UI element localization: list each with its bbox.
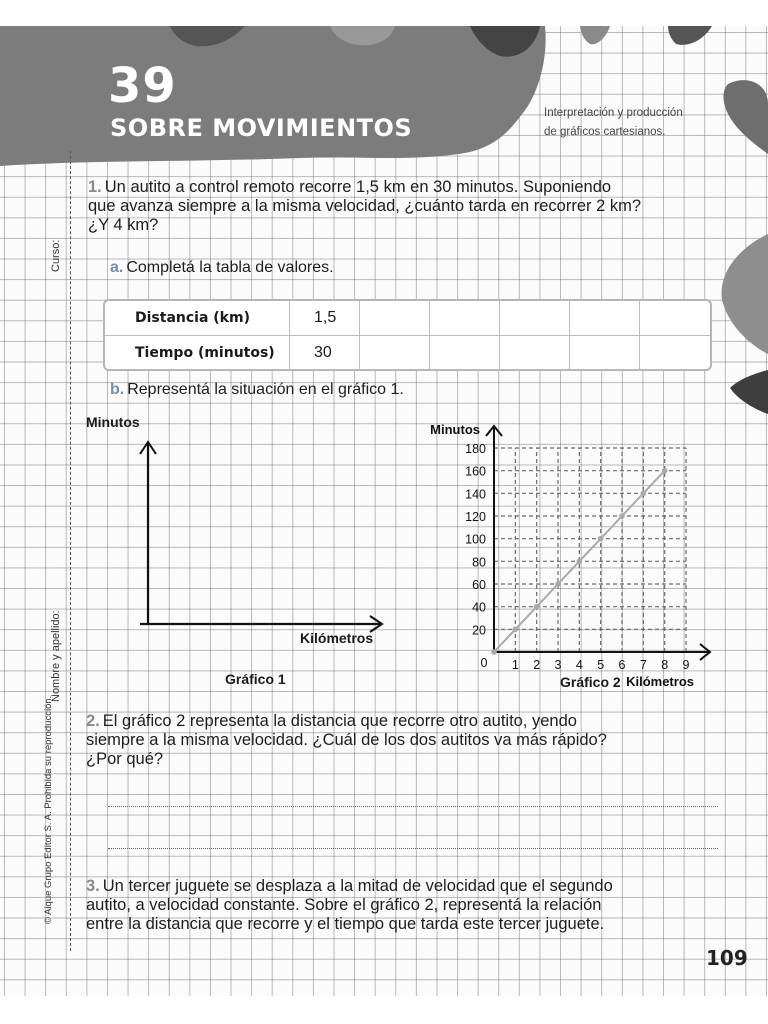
question-3-line-1: Un tercer juguete se desplaza a la mitad de velocidad que el segundo [102,877,613,895]
part-a [110,259,334,277]
page-number: 109 [706,946,748,970]
row-header-time: Tiempo (minutos) [105,336,290,370]
y-tick-label-60: 60 [472,578,486,592]
data-point-8 [662,468,668,474]
topic-line-1: Interpretación y producción [544,107,683,119]
time-cell-1: 30 [290,336,360,370]
graph1-axes[interactable] [130,434,390,644]
name-field-label: Nombre y apellido: [50,610,62,702]
question-2 [86,712,726,769]
copyright-notice: © Aique Grupo Editor S. A. Prohibida su reproducción. [43,695,54,924]
answer-line-1[interactable] [108,806,718,807]
question-3-number: 3. [86,877,100,895]
question-1-line-2: que avanza siempre a la misma velocidad, ¿cuánto tarda en recorrer 2 km? [88,197,642,215]
graph2-x-label: Kilómetros [626,674,694,689]
question-3-line-2: autito, a velocidad constante. Sobre el gráfico 2, representá la relación [86,896,602,914]
question-1-line-3: ¿Y 4 km? [88,216,159,234]
graph1-caption: Gráfico 1 [225,671,286,687]
y-tick-label-40: 40 [472,600,486,615]
lesson-title: SOBRE MOVIMIENTOS [110,114,413,142]
part-b-text: Representá la situación en el gráfico 1. [127,381,404,398]
time-cell-2[interactable] [360,336,430,370]
part-b-letter: b. [110,381,125,398]
data-point-3 [555,581,561,587]
time-cell-4[interactable] [500,336,570,370]
lesson-number: 39 [108,58,177,114]
x-tick-label-8: 8 [661,658,669,672]
row-header-distance: Distancia (km) [105,301,290,335]
x-tick-label-2: 2 [533,658,541,672]
question-2-line-3: ¿Por qué? [86,750,164,768]
x-tick-label-1: 1 [511,658,519,672]
origin-label: 0 [480,656,488,670]
question-1-line-1: Un autito a control remoto recorre 1,5 km en 30 minutos. Suponiendo [104,178,612,196]
x-tick-label-7: 7 [639,658,647,672]
graph2-y-label: Minutos [430,422,480,437]
data-point-4 [577,559,583,565]
distance-cell-3[interactable] [430,301,500,335]
question-1 [88,178,728,235]
question-3 [86,877,726,934]
course-field-label: Curso: [50,239,62,272]
time-cell-5[interactable] [570,336,640,370]
data-point-5 [598,536,604,542]
decorative-shape-top-right [718,74,768,154]
table-row-distance [105,301,710,335]
question-3-line-3: entre la distancia que recorre y el tiempo que tarda este tercer juguete. [86,915,605,933]
question-2-line-1: El gráfico 2 representa la distancia que recorre otro autito, yendo [102,712,577,730]
graph2-caption: Gráfico 2 [560,674,621,690]
part-a-text: Completá la tabla de valores. [126,259,334,276]
data-point-2 [534,604,540,610]
decorative-shape-small [728,370,768,414]
x-tick-label-4: 4 [575,658,583,672]
question-1-number: 1. [88,178,102,196]
x-tick-label-5: 5 [597,658,605,672]
distance-cell-2[interactable] [360,301,430,335]
y-tick-label-180: 180 [465,442,486,456]
data-point-7 [641,491,647,497]
y-tick-label-140: 140 [465,487,486,502]
margin-dashed-line [70,151,71,951]
part-b [110,381,404,399]
table-row-time [105,335,710,370]
topic-description [544,104,683,142]
y-tick-label-160: 160 [465,464,486,479]
decorative-shape-right [718,234,768,354]
y-tick-label-80: 80 [472,555,486,570]
part-a-letter: a. [110,259,124,276]
x-tick-label-9: 9 [682,658,690,672]
time-cell-6[interactable] [640,336,710,370]
distance-cell-6[interactable] [640,301,710,335]
x-tick-label-3: 3 [554,658,562,672]
question-2-line-2: siempre a la misma velocidad. ¿Cuál de los dos autitos va más rápido? [86,731,607,749]
y-tick-label-20: 20 [472,623,486,638]
question-2-number: 2. [86,712,100,730]
y-tick-label-120: 120 [465,510,486,524]
data-point-0 [491,649,497,655]
y-tick-label-100: 100 [465,532,486,547]
distance-cell-1: 1,5 [290,301,360,335]
distance-cell-5[interactable] [570,301,640,335]
distance-cell-4[interactable] [500,301,570,335]
graph1-y-label: Minutos [86,414,140,430]
workbook-page [0,26,768,996]
answer-line-2[interactable] [108,848,718,849]
graph1-x-label: Kilómetros [300,630,374,646]
data-point-1 [513,627,519,633]
topic-line-2: de gráficos cartesianos. [544,126,666,138]
values-table [103,299,712,371]
data-point-6 [619,513,625,519]
x-tick-label-6: 6 [618,658,626,672]
time-cell-3[interactable] [430,336,500,370]
